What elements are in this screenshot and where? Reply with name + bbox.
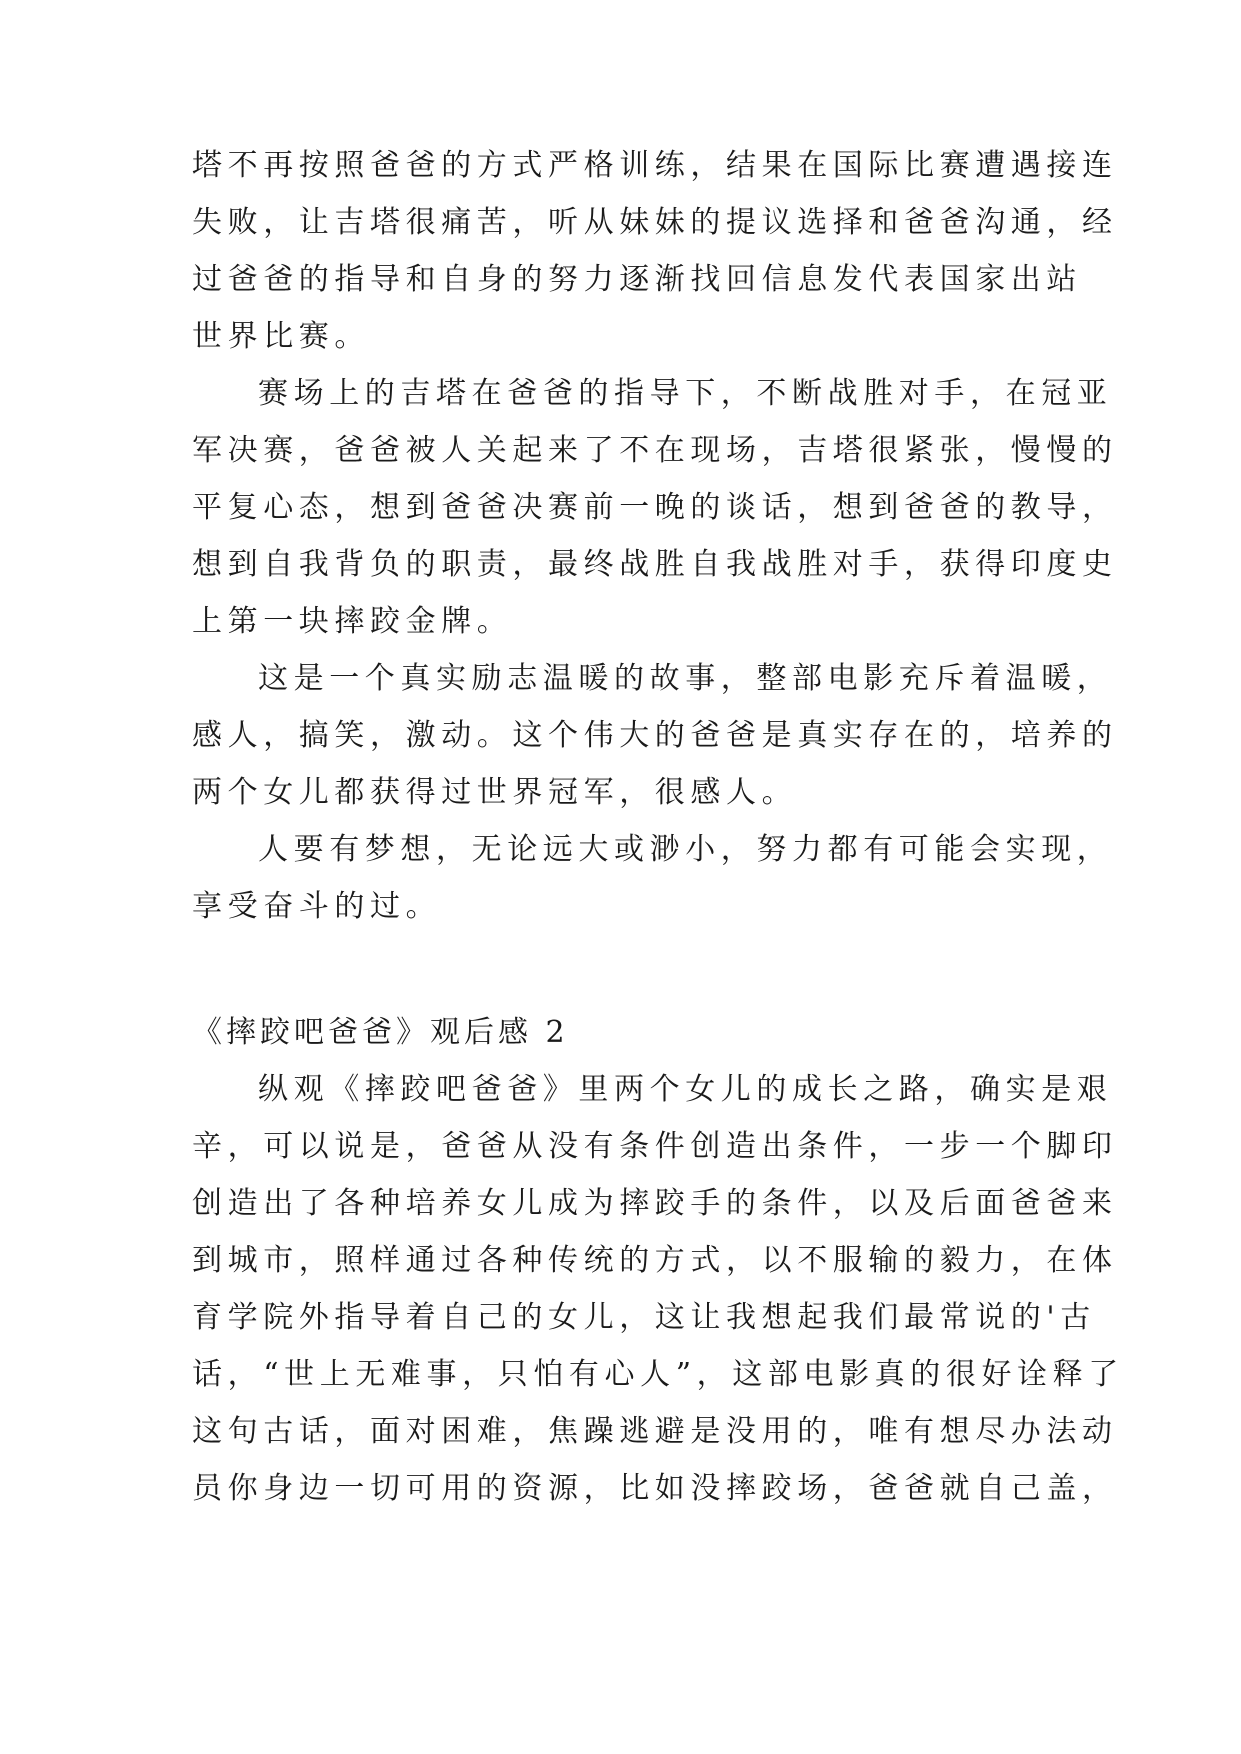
text-line: 辛，可以说是，爸爸从没有条件创造出条件，一步一个脚印 — [192, 1129, 1118, 1164]
text-line: 育学院外指导着自己的女儿，这让我想起我们最常说的'古 — [192, 1300, 1096, 1335]
text-line: 纵观《摔跤吧爸爸》里两个女儿的成长之路，确实是艰 — [258, 1072, 1113, 1107]
text-line: 这是一个真实励志温暖的故事，整部电影充斥着温暖， — [258, 661, 1113, 696]
text-line: 赛场上的吉塔在爸爸的指导下，不断战胜对手，在冠亚 — [258, 376, 1113, 411]
text-line: 平复心态，想到爸爸决赛前一晚的谈话，想到爸爸的教导， — [192, 490, 1118, 525]
text-line: 失败，让吉塔很痛苦，听从妹妹的提议选择和爸爸沟通，经 — [192, 205, 1118, 240]
text-line: 两个女儿都获得过世界冠军，很感人。 — [192, 775, 798, 810]
text-line: 员你身边一切可用的资源，比如没摔跤场，爸爸就自己盖， — [192, 1471, 1118, 1506]
text-line: 想到自我背负的职责，最终战胜自我战胜对手，获得印度史 — [192, 547, 1118, 582]
text-line: 塔不再按照爸爸的方式严格训练，结果在国际比赛遭遇接连 — [192, 148, 1118, 183]
text-line: 军决赛，爸爸被人关起来了不在现场，吉塔很紧张，慢慢的 — [192, 433, 1118, 468]
section-heading: 《摔跤吧爸爸》观后感 2 — [192, 1015, 569, 1050]
text-line: 这句古话，面对困难，焦躁逃避是没用的，唯有想尽办法动 — [192, 1414, 1118, 1449]
text-line: 到城市，照样通过各种传统的方式，以不服输的毅力，在体 — [192, 1243, 1118, 1278]
text-line: 过爸爸的指导和自身的努力逐渐找回信息发代表国家出站 — [192, 262, 1082, 297]
text-line: 创造出了各种培养女儿成为摔跤手的条件，以及后面爸爸来 — [192, 1186, 1118, 1221]
text-line: 话，“世上无难事，只怕有心人”，这部电影真的很好诠释了 — [192, 1357, 1124, 1392]
text-line: 人要有梦想，无论远大或渺小，努力都有可能会实现， — [258, 832, 1113, 867]
text-line: 感人，搞笑，激动。这个伟大的爸爸是真实存在的，培养的 — [192, 718, 1118, 753]
text-line: 享受奋斗的过。 — [192, 889, 442, 924]
text-line: 上第一块摔跤金牌。 — [192, 604, 513, 639]
text-line: 世界比赛。 — [192, 319, 370, 354]
